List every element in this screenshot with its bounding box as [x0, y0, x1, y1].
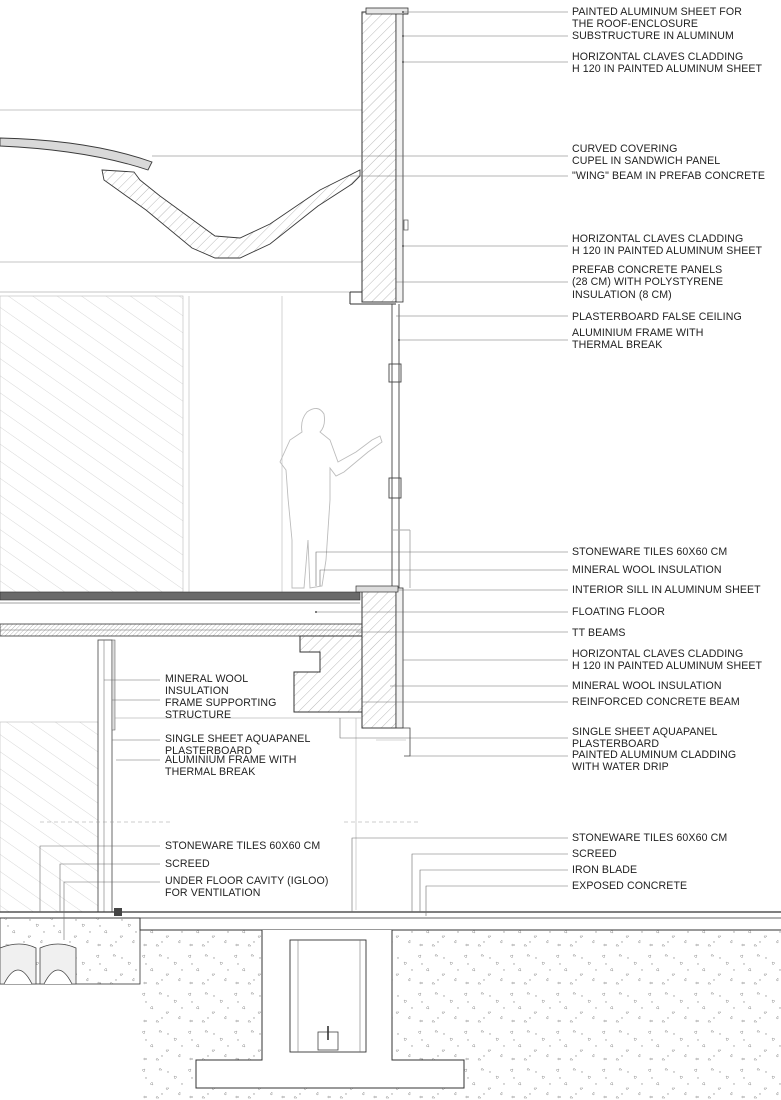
label-aluminium-frame-upper — [572, 327, 703, 352]
label-line: FLOATING FLOOR — [572, 606, 666, 618]
label-line: INTERIOR SILL IN ALUMINUM SHEET — [572, 584, 761, 596]
label-line: CUPEL IN SANDWICH PANEL — [572, 155, 721, 168]
label-tt-beams — [572, 627, 626, 639]
label-line: SCREED — [572, 848, 617, 860]
label-line: THERMAL BREAK — [165, 766, 256, 779]
label-claves-cladding-top — [572, 51, 762, 76]
label-line: INSULATION — [165, 685, 229, 698]
label-line: H 120 IN PAINTED ALUMINUM SHEET — [572, 245, 763, 258]
label-reinforced-beam — [572, 696, 740, 708]
label-line: PREFAB CONCRETE PANELS — [572, 264, 723, 276]
label-line: SCREED — [165, 858, 210, 870]
label-screed-left — [165, 858, 210, 870]
curved-covering-cupel — [0, 138, 152, 170]
label-line: PLASTERBOARD FALSE CEILING — [572, 311, 742, 323]
upper-floor-slab — [0, 592, 362, 636]
label-line: EXPOSED CONCRETE — [572, 880, 688, 892]
label-screed-right — [572, 848, 617, 860]
label-line: HORIZONTAL CLAVES CLADDING — [572, 51, 744, 63]
label-line: HORIZONTAL CLAVES CLADDING — [572, 233, 744, 245]
label-mineral-wool-upper — [572, 564, 722, 576]
label-line: H 120 IN PAINTED ALUMINUM SHEET — [572, 660, 763, 673]
label-line: THERMAL BREAK — [572, 339, 663, 352]
label-line: MINERAL WOOL INSULATION — [572, 564, 722, 576]
lower-wall-panel — [356, 586, 410, 756]
label-aluminium-frame-lower — [165, 754, 296, 779]
label-line: "WING" BEAM IN PREFAB CONCRETE — [572, 170, 765, 182]
label-line: SINGLE SHEET AQUAPANEL — [165, 733, 311, 745]
label-roof-enclosure-sheet — [572, 6, 742, 31]
label-frame-structure — [165, 697, 276, 722]
label-line: STRUCTURE — [165, 709, 232, 722]
label-claves-cladding-low — [572, 648, 762, 673]
label-line: ALUMINIUM FRAME WITH — [165, 754, 297, 766]
label-line: STONEWARE TILES 60X60 CM — [572, 546, 728, 558]
label-line: SUBSTRUCTURE IN ALUMINUM — [572, 30, 734, 42]
leaders-right — [152, 12, 568, 916]
label-line: H 120 IN PAINTED ALUMINUM SHEET — [572, 63, 763, 76]
label-line: PLASTERBOARD — [572, 738, 660, 751]
label-wing-beam — [572, 170, 765, 182]
label-stoneware-ground-left — [165, 840, 320, 852]
label-line: MINERAL WOOL — [165, 673, 249, 685]
label-line: PAINTED ALUMINUM CLADDING — [572, 749, 737, 761]
label-line: HORIZONTAL CLAVES CLADDING — [572, 648, 744, 660]
label-exposed-concrete — [572, 880, 687, 892]
label-line: THE ROOF-ENCLOSURE — [572, 18, 698, 31]
label-line: FRAME SUPPORTING — [165, 697, 277, 709]
human-figure — [280, 408, 382, 588]
label-water-drip — [572, 749, 736, 774]
label-line: SINGLE SHEET AQUAPANEL — [572, 726, 718, 738]
label-line: MINERAL WOOL INSULATION — [572, 680, 722, 692]
label-interior-sill — [572, 584, 761, 596]
label-claves-cladding-mid — [572, 233, 762, 258]
label-substructure — [572, 30, 734, 42]
label-stoneware-ground-right — [572, 832, 727, 844]
label-stoneware-upper — [572, 546, 727, 558]
label-line: CURVED COVERING — [572, 143, 678, 155]
label-mineral-wool-low — [572, 680, 722, 692]
label-line: (28 CM) WITH POLYSTYRENE — [572, 276, 724, 289]
label-prefab-panels — [572, 264, 723, 301]
label-line: INSULATION (8 CM) — [572, 288, 672, 301]
upper-left-glazing — [0, 296, 183, 592]
label-line: UNDER FLOOR CAVITY (IGLOO) — [165, 875, 329, 887]
label-line: STONEWARE TILES 60X60 CM — [572, 832, 728, 844]
label-line: TT BEAMS — [572, 627, 626, 639]
reinforced-concrete-beam — [294, 636, 362, 712]
label-false-ceiling — [572, 311, 742, 323]
label-line: ALUMINIUM FRAME WITH — [572, 327, 704, 339]
label-mineral-wool-left — [165, 673, 248, 698]
label-line: FOR VENTILATION — [165, 887, 261, 900]
label-aquapanel-right — [572, 726, 717, 751]
label-line: STONEWARE TILES 60X60 CM — [165, 840, 321, 852]
label-line: PLASTERBOARD — [165, 745, 253, 758]
upper-window-frame — [389, 304, 410, 588]
label-igloo-cavity — [165, 875, 329, 900]
label-floating-floor — [572, 606, 665, 618]
label-line: WITH WATER DRIP — [572, 761, 669, 774]
label-iron-blade — [572, 864, 637, 876]
label-line: PAINTED ALUMINUM SHEET FOR — [572, 6, 742, 18]
wing-beam-prefab-concrete — [102, 170, 360, 258]
label-curved-covering — [572, 143, 720, 168]
label-line: IRON BLADE — [572, 864, 638, 876]
label-line: REINFORCED CONCRETE BEAM — [572, 696, 740, 708]
